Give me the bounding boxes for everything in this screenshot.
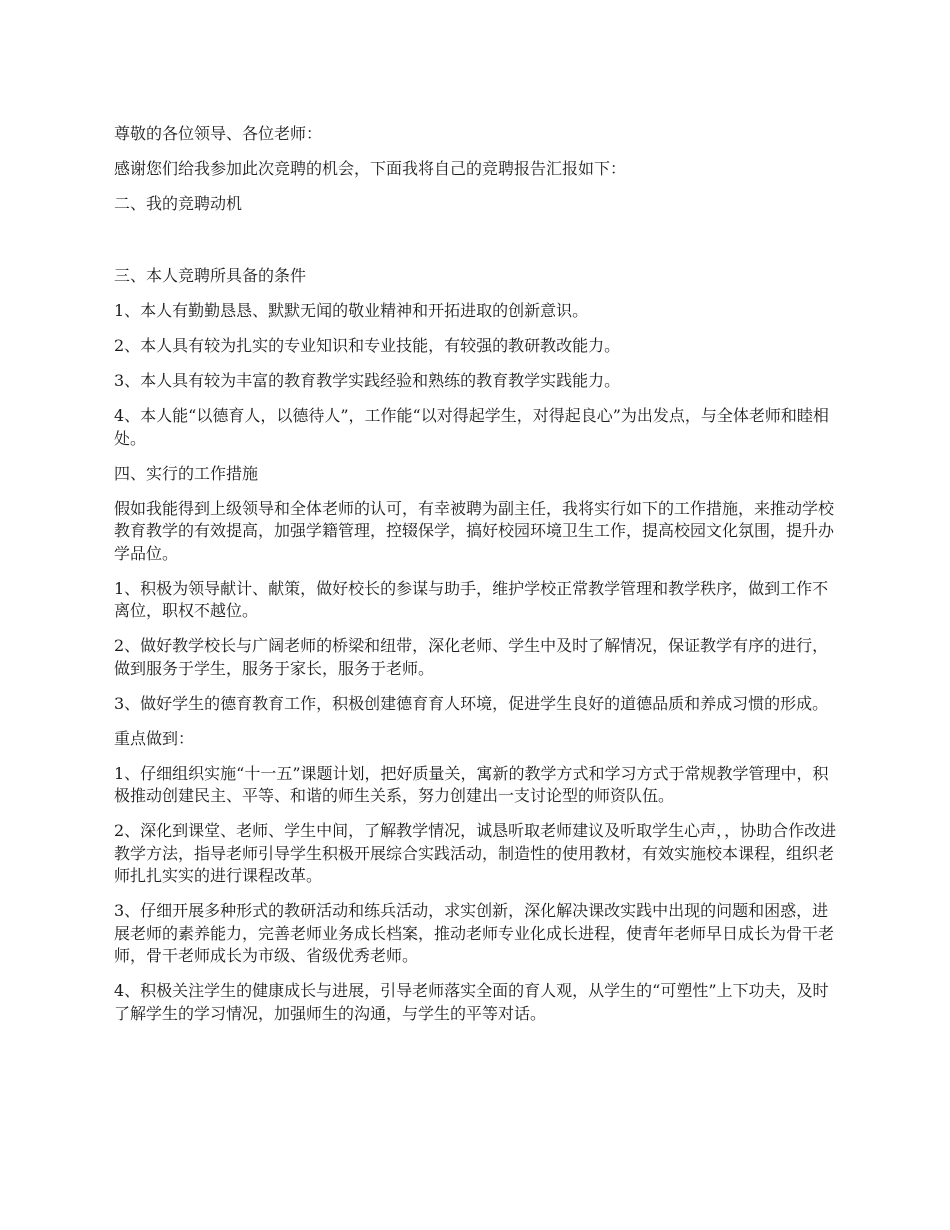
- condition-item: 1、本人有勤勤恳恳、默默无闻的敬业精神和开拓进取的创新意识。: [114, 301, 589, 320]
- document-body: [114, 123, 838, 1038]
- measures-intro-paragraph: 假如我能得到上级领导和全体老师的认可，有幸被聘为副主任，我将实行如下的工作措施，来推动学校教育教学的有效提高，加强学籍管理，控辍保学，搞好校园环境卫生工作，提高校园文化氛围，提升办学品位。: [114, 498, 835, 563]
- condition-item: 4、本人能“以德育人，以德待人”，工作能“以对得起学生，对得起良心”为出发点，与全体老师和睦相处。: [114, 406, 829, 448]
- measure-item: 2、做好教学校长与广阔老师的桥梁和纽带，深化老师、学生中及时了解情况，保证教学有序的进行，做到服务于学生，服务于家长，服务于老师。: [114, 636, 829, 678]
- condition-item: 2、本人具有较为扎实的专业知识和专业技能，有较强的教研教改能力。: [114, 336, 621, 355]
- section-heading-measures: 四、实行的工作措施: [114, 463, 259, 483]
- blank-spacer: [114, 228, 838, 265]
- intro-paragraph: 感谢您们给我参加此次竞聘的机会，下面我将自己的竞聘报告汇报如下：: [114, 159, 627, 178]
- greeting: 尊敬的各位领导、各位老师：: [114, 124, 323, 143]
- condition-item: 3、本人具有较为丰富的教育教学实践经验和熟练的教育教学实践能力。: [114, 371, 621, 390]
- measure-item: 3、做好学生的德育教育工作，积极创建德育育人环境，促进学生良好的道德品质和养成习惯的形成。: [114, 693, 829, 713]
- section-heading-conditions: 三、本人竞聘所具备的条件: [114, 266, 307, 285]
- section-heading-motivation: 二、我的竞聘动机: [114, 194, 243, 213]
- focus-heading: 重点做到：: [114, 728, 195, 748]
- focus-item: 2、深化到课堂、老师、学生中间，了解教学情况，诚恳听取老师建议及听取学生心声，，协助合作改进教学方法，指导老师引导学生积极开展综合实践活动，制造性的使用教材，有效实施校本课程，组织老师扎扎实实的进行课程改革。: [114, 821, 837, 885]
- focus-item: 3、仔细开展多种形式的教研活动和练兵活动，求实创新，深化解决课改实践中出现的问题和困惑，进展老师的素养能力，完善老师业务成长档案，推动老师专业化成长进程，使青年老师早日成长为骨干老师，骨干老师成长为市级、省级优秀老师。: [114, 901, 835, 965]
- focus-item: 1、仔细组织实施“十一五”课题计划，把好质量关，寓新的教学方式和学习方式于常规教学管理中，积极推动创建民主、平等、和谐的师生关系，努力创建出一支讨论型的师资队伍。: [114, 763, 829, 805]
- measure-item: 1、积极为领导献计、献策，做好校长的参谋与助手，维护学校正常教学管理和教学秩序，做到工作不离位，职权不越位。: [114, 578, 829, 620]
- focus-item: 4、积极关注学生的健康成长与进展，引导老师落实全面的育人观，从学生的“可塑性”上下功夫，及时了解学生的学习情况，加强师生的沟通，与学生的平等对话。: [114, 981, 829, 1023]
